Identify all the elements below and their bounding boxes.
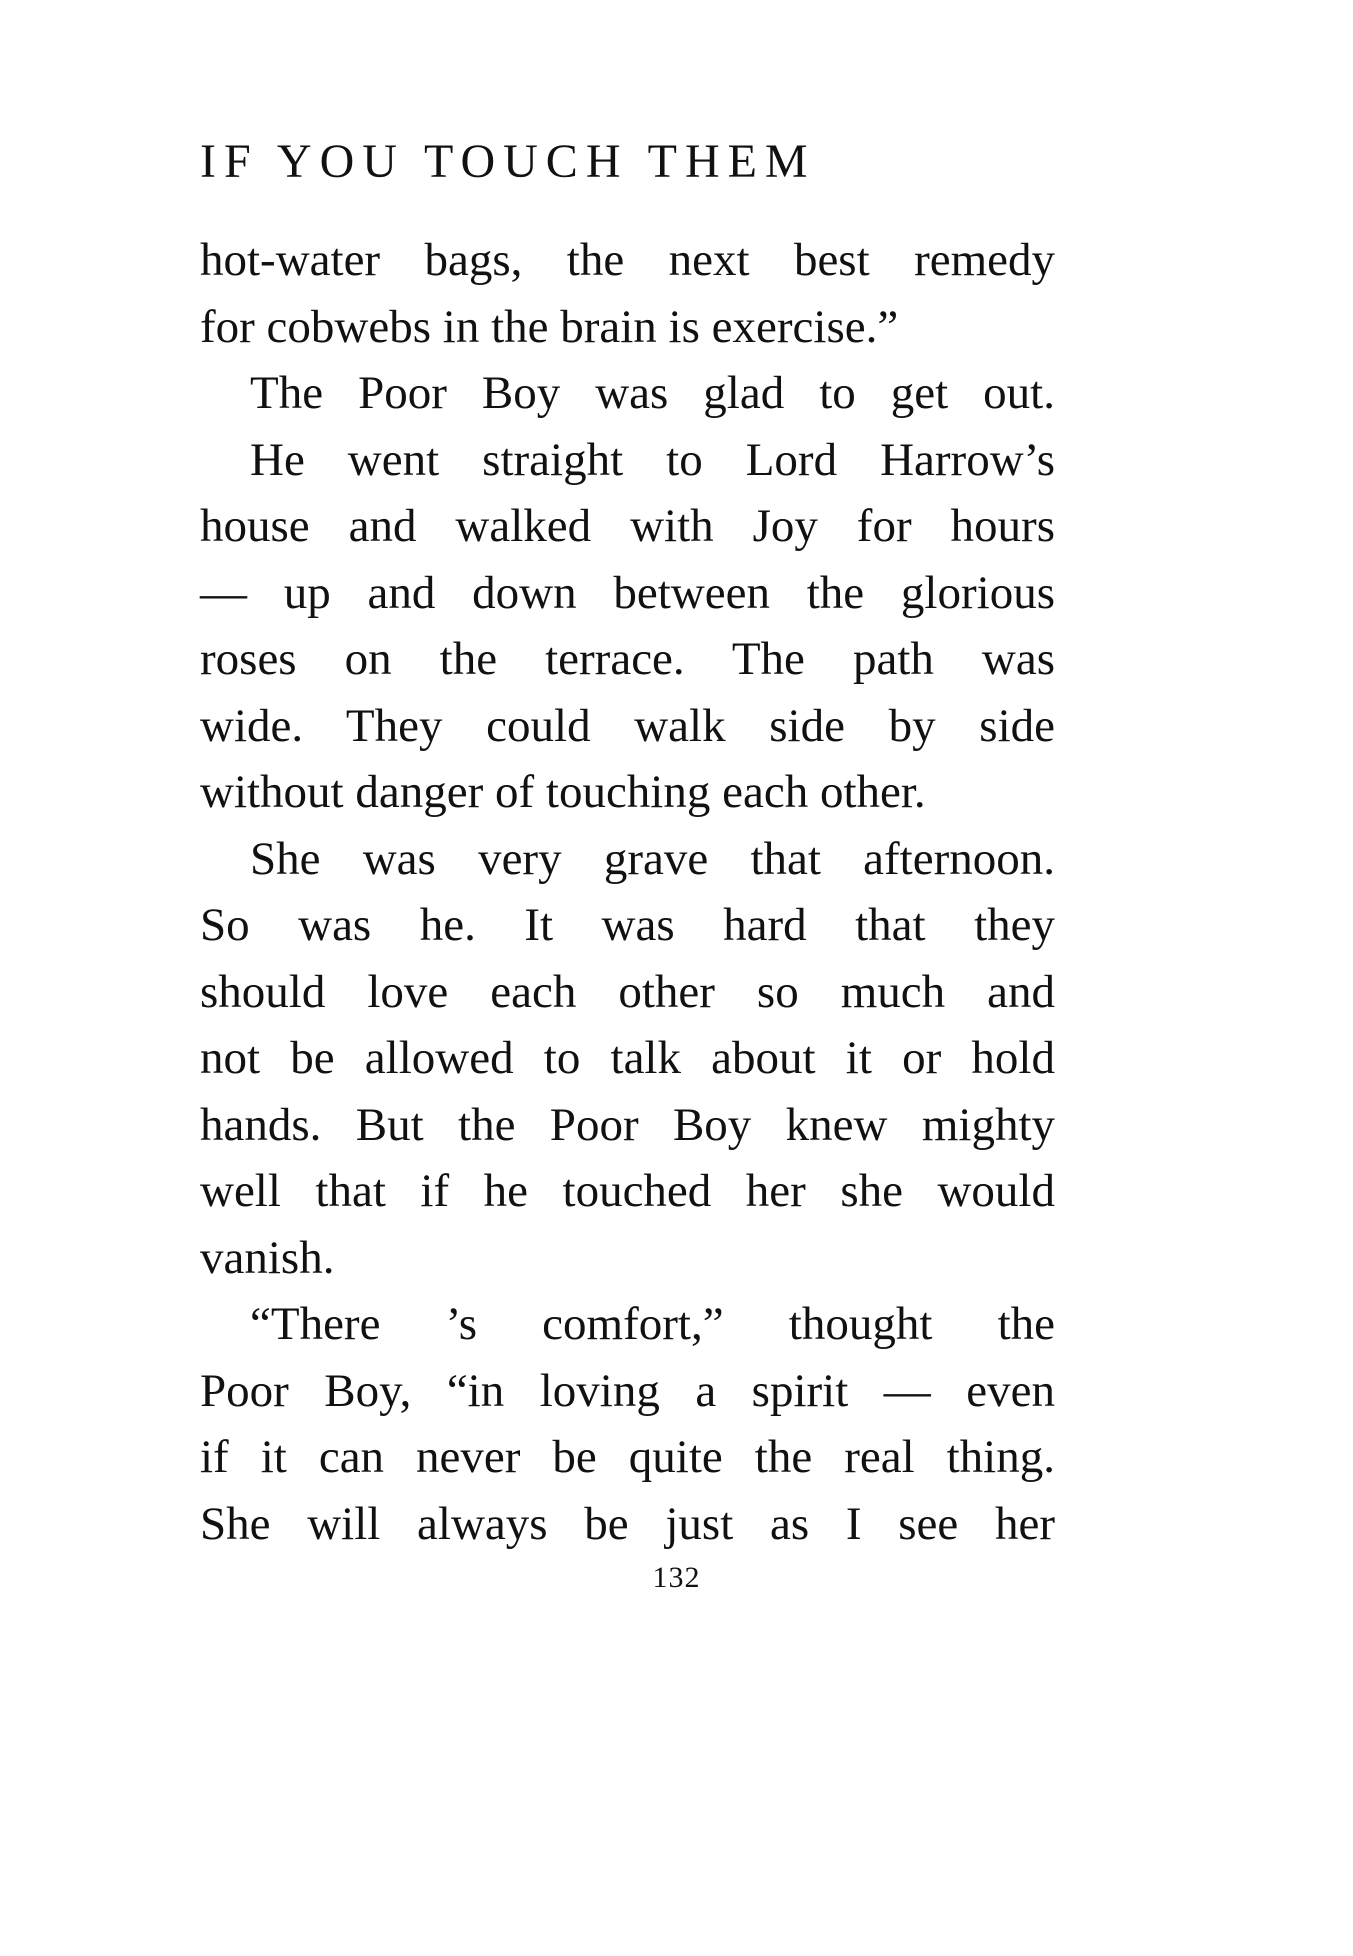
text-line: without danger of touching each other. — [200, 766, 926, 818]
text-line: house and walked with Joy for hours — [200, 500, 1055, 552]
text-line: The Poor Boy was glad to get out. — [250, 367, 1055, 419]
text-line: for cobwebs in the brain is exercise.” — [200, 300, 899, 353]
text-line: So was he. It was hard that they — [200, 899, 1055, 951]
text-line: He went straight to Lord Harrow’s — [250, 433, 1055, 486]
text-line: should love each other so much and — [200, 965, 1055, 1018]
text-line: — up and down between the glorious — [200, 566, 1055, 619]
text-line: “There ’s comfort,” thought the — [250, 1298, 1055, 1350]
text-line: not be allowed to talk about it or hold — [200, 1032, 1055, 1084]
text-line: vanish. — [200, 1231, 335, 1284]
running-head: IF YOU TOUCH THEM — [200, 135, 816, 188]
text-line: She will always be just as I see her — [200, 1497, 1055, 1550]
text-line: roses on the terrace. The path was — [200, 633, 1055, 685]
text-line: Poor Boy, “in loving a spirit — even — [200, 1364, 1055, 1417]
text-line: She was very grave that afternoon. — [250, 832, 1055, 885]
body-text — [200, 227, 1055, 1557]
page-number: 132 — [652, 1561, 701, 1594]
text-line: well that if he touched her she would — [200, 1165, 1055, 1217]
text-line: wide. They could walk side by side — [200, 699, 1055, 752]
text-line: hot-water bags, the next best remedy — [200, 234, 1055, 286]
text-line: if it can never be quite the real thing. — [200, 1431, 1055, 1483]
text-line: hands. But the Poor Boy knew mighty — [200, 1098, 1055, 1151]
